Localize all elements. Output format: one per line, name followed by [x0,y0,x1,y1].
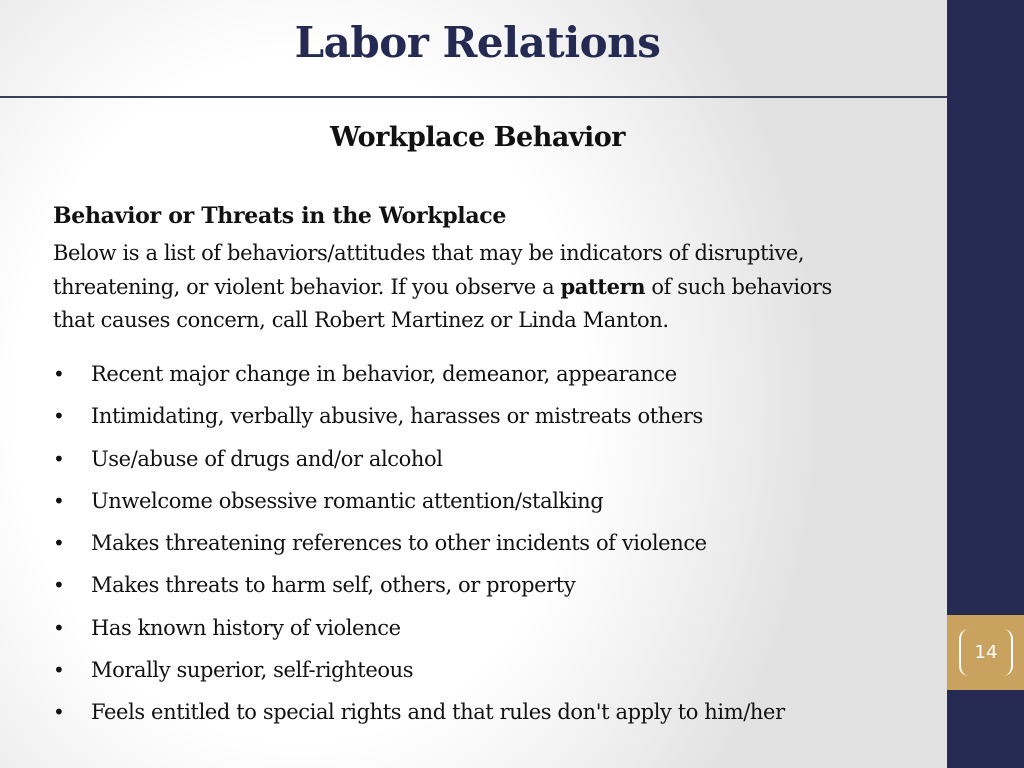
behavior-list [53,359,933,740]
bullet-icon: • [53,700,65,725]
content-area [53,203,933,740]
list-item [53,359,933,401]
list-item-text: Intimidating, verbally abusive, harasses or mistreats others [91,404,703,429]
page-number: 14 [974,642,998,663]
intro-line-2-end: of such behaviors [645,275,832,299]
list-item [53,655,933,697]
slide-subtitle: Workplace Behavior [329,122,625,153]
list-item-text: Morally superior, self-righteous [91,658,414,683]
list-item-text: Feels entitled to special rights and that rules don't apply to him/her [91,700,785,725]
list-item [53,570,933,612]
page-number-box [947,615,1024,690]
list-item [53,528,933,570]
list-item-text: Use/abuse of drugs and/or alcohol [91,446,443,471]
page-number-bracket [959,629,1013,676]
list-item [53,613,933,655]
section-heading: Behavior or Threats in the Workplace [53,203,507,229]
bullet-icon: • [53,615,65,640]
bullet-icon: • [53,658,65,683]
intro-line-1: Below is a list of behaviors/attitudes that may be indicators of disruptive, [53,241,805,265]
bullet-icon: • [53,362,65,386]
list-item-text: Has known history of violence [91,615,401,640]
intro-emphasis: pattern [560,274,646,299]
list-item-text: Makes threatening references to other incidents of violence [91,531,707,556]
list-item [53,697,933,739]
intro-paragraph [53,237,933,337]
bullet-icon: • [53,404,65,429]
bullet-icon: • [53,446,65,471]
intro-line-2-start: threatening, or violent behavior. If you observe a [53,275,561,299]
bullet-icon: • [53,488,65,513]
intro-line-3: that causes concern, call Robert Martinez or Linda Manton. [53,308,669,332]
title-divider [0,96,947,98]
list-item-text: Makes threats to harm self, others, or property [91,573,576,598]
list-item [53,444,933,486]
bullet-icon: • [53,573,65,598]
list-item [53,486,933,528]
list-item-text: Unwelcome obsessive romantic attention/stalking [91,488,604,513]
list-item-text: Recent major change in behavior, demeanor, appearance [91,362,677,386]
list-item [53,401,933,443]
bullet-icon: • [53,531,65,556]
slide-title: Labor Relations [294,18,661,67]
